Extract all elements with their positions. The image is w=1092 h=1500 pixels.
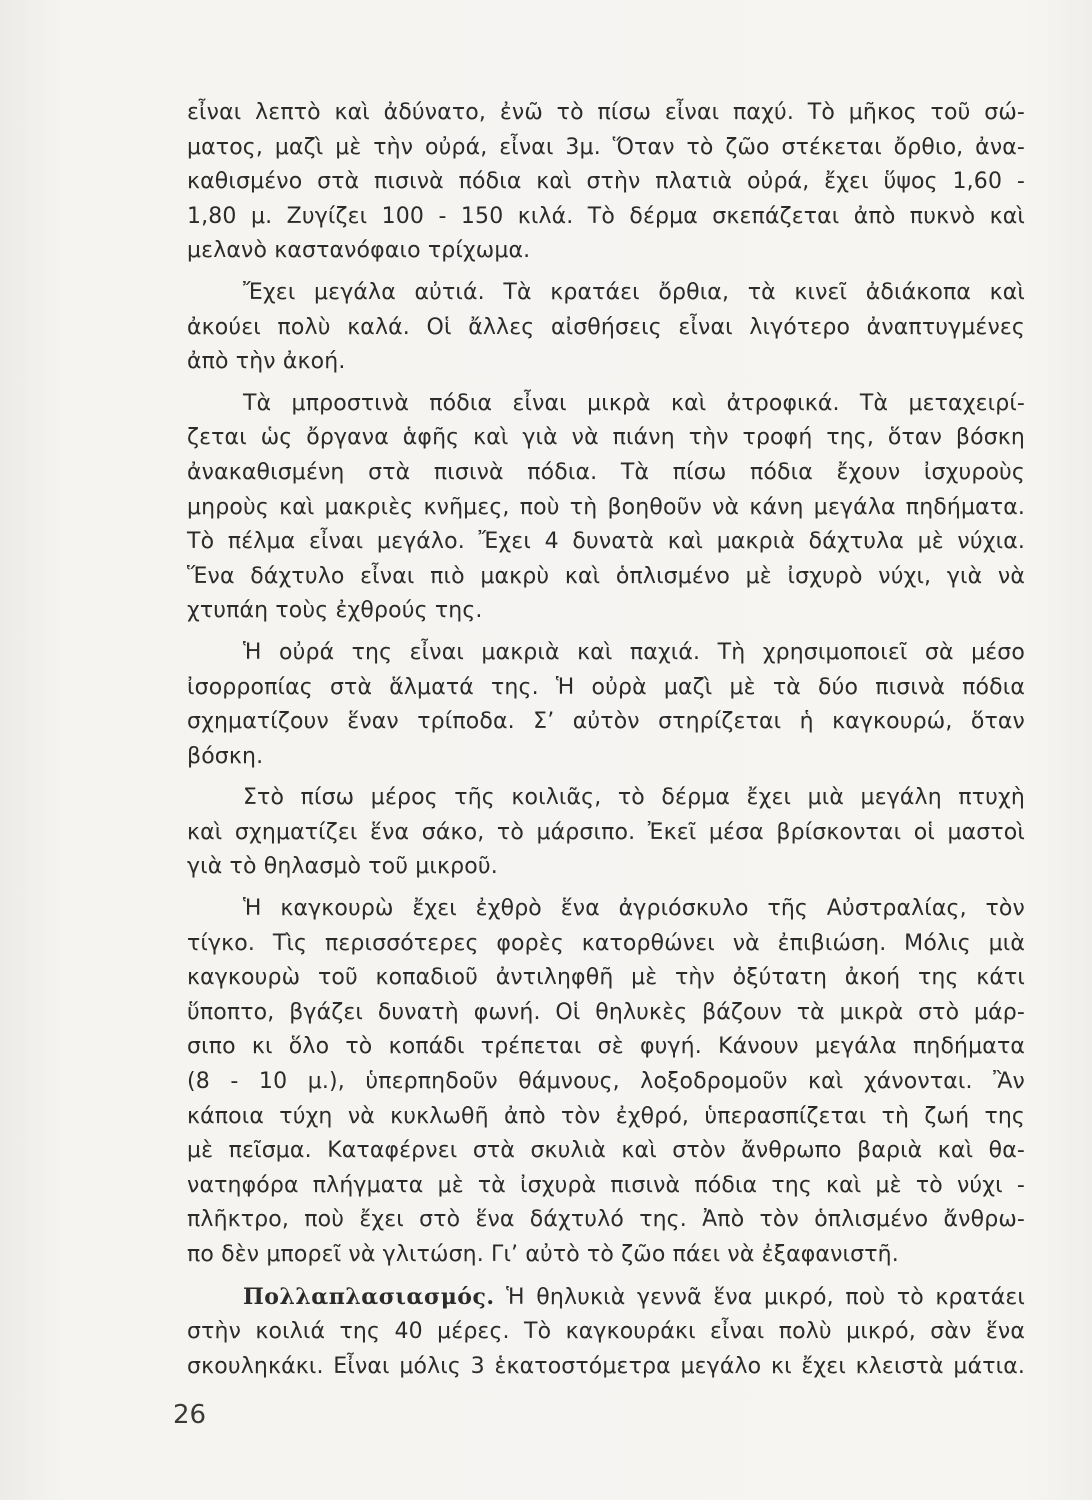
text-line: μὲ πεῖσμα. Καταφέρνει στὰ σκυλιὰ καὶ στὸν ἄνθρωπο βαριὰ καὶ θα- xyxy=(187,1138,1025,1164)
text-line: ζεται ὡς ὄργανα ἁφῆς καὶ γιὰ νὰ πιάνη τὴν τροφή της, ὅταν βόσκη xyxy=(187,425,1025,451)
text-line: Τὸ πέλμα εἶναι μεγάλο. Ἔχει 4 δυνατὰ καὶ μακριὰ δάχτυλα μὲ νύχια. xyxy=(187,529,1025,555)
paragraph-body-description xyxy=(187,96,1025,269)
text-line: Ἔχει μεγάλα αὐτιά. Τὰ κρατάει ὄρθια, τὰ κινεῖ ἀδιάκοπα καὶ xyxy=(243,279,1025,305)
paragraph-pouch xyxy=(187,781,1025,885)
text-line: Τὰ μπροστινὰ πόδια εἶναι μικρὰ καὶ ἀτροφικά. Τὰ μεταχειρί- xyxy=(243,390,1025,416)
section-heading-reproduction: Πολλαπλασιασμός. xyxy=(243,1283,495,1310)
text-line: σιπο κι ὅλο τὸ κοπάδι τρέπεται σὲ φυγή. Κάνουν μεγάλα πηδήματα xyxy=(187,1034,1025,1060)
text-line: ματος, μαζὶ μὲ τὴν οὐρά, εἶναι 3μ. Ὅταν τὸ ζῶο στέκεται ὄρθιο, ἀνα- xyxy=(187,134,1025,160)
text-line: ὕποπτο, βγάζει δυνατὴ φωνή. Οἱ θηλυκὲς βάζουν τὰ μικρὰ στὸ μάρ- xyxy=(187,999,1025,1025)
text-line: τίγκο. Τὶς περισσότερες φορὲς κατορθώνει νὰ ἐπιβιώση. Μόλις μιὰ xyxy=(187,930,1025,956)
text-line: ἀνακαθισμένη στὰ πισινὰ πόδια. Τὰ πίσω πόδια ἔχουν ἰσχυροὺς xyxy=(187,459,1025,485)
text-line: 1,80 μ. Ζυγίζει 100 - 150 κιλά. Τὸ δέρμα σκεπάζεται ἀπὸ πυκνὸ καὶ xyxy=(187,203,1025,229)
body-text xyxy=(187,96,1025,1391)
text-line: πο δὲν μπορεῖ νὰ γλιτώση. Γι’ αὐτὸ τὸ ζῶο πάει νὰ ἐξαφανιστῆ. xyxy=(187,1242,899,1267)
text-line: ἀκούει πολὺ καλά. Οἱ ἄλλες αἰσθήσεις εἶναι λιγότερο ἀναπτυγμένες xyxy=(187,314,1025,340)
text-line: καθισμένο στὰ πισινὰ πόδια καὶ στὴν πλατιὰ οὐρά, ἔχει ὕψος 1,60 - xyxy=(187,169,1025,195)
text-line: σχηματίζουν ἕναν τρίποδα. Σ’ αὐτὸν στηρίζεται ἡ καγκουρώ, ὅταν xyxy=(187,709,1025,735)
text-line: νατηφόρα πλήγματα μὲ τὰ ἰσχυρὰ πισινὰ πόδια της καὶ μὲ τὸ νύχι - xyxy=(187,1172,1025,1198)
text-line: εἶναι λεπτὸ καὶ ἀδύνατο, ἐνῶ τὸ πίσω εἶναι παχύ. Τὸ μῆκος τοῦ σώ- xyxy=(187,100,1025,125)
text-line: ἀπὸ τὴν ἀκοή. xyxy=(187,349,346,375)
text-line: Ἡ καγκουρὼ ἔχει ἐχθρὸ ἕνα ἀγριόσκυλο τῆς Αὐστραλίας, τὸν xyxy=(243,896,1025,922)
paragraph-ears xyxy=(187,276,1025,380)
paragraph-tail xyxy=(187,636,1025,774)
paragraph-enemies xyxy=(187,892,1025,1273)
text-line: καὶ σχηματίζει ἕνα σάκο, τὸ μάρσιπο. Ἐκεῖ μέσα βρίσκονται οἱ μαστοὶ xyxy=(187,819,1025,845)
text-line: χτυπάη τοὺς ἐχθρούς της. xyxy=(187,598,483,624)
text-line: γιὰ τὸ θηλασμὸ τοῦ μικροῦ. xyxy=(187,854,498,880)
text-line: πλῆκτρο, ποὺ ἔχει στὸ ἕνα δάχτυλό της. Ἀπὸ τὸν ὁπλισμένο ἄνθρω- xyxy=(187,1207,1025,1233)
text-line: Ἡ οὐρά της εἶναι μακριὰ καὶ παχιά. Τὴ χρησιμοποιεῖ σὰ μέσο xyxy=(243,639,1025,665)
text-line: μελανὸ καστανόφαιο τρίχωμα. xyxy=(187,238,531,264)
text-line: (8 - 10 μ.), ὑπερπηδοῦν θάμνους, λοξοδρομοῦν καὶ χάνονται. Ἂν xyxy=(187,1069,1025,1095)
text-line: Ἕνα δάχτυλο εἶναι πιὸ μακρὺ καὶ ὁπλισμένο μὲ ἰσχυρὸ νύχι, γιὰ νὰ xyxy=(187,563,1025,589)
text-line: καγκουρὼ τοῦ κοπαδιοῦ ἀντιληφθῆ μὲ τὴν ὀξύτατη ἀκοή της κάτι xyxy=(187,965,1025,991)
page-number: 26 xyxy=(173,1400,207,1430)
text-line: Στὸ πίσω μέρος τῆς κοιλιᾶς, τὸ δέρμα ἔχει μιὰ μεγάλη πτυχὴ xyxy=(243,785,1025,811)
paragraph-legs xyxy=(187,387,1025,629)
text-line: μηροὺς καὶ μακριὲς κνῆμες, ποὺ τὴ βοηθοῦν νὰ κάνη μεγάλα πηδήματα. xyxy=(187,494,1025,520)
text-line: βόσκη. xyxy=(187,743,264,769)
text-line: στὴν κοιλιά της 40 μέρες. Τὸ καγκουράκι εἶναι πολὺ μικρό, σὰν ἕνα xyxy=(187,1319,1025,1345)
text-line: κάποια τύχη νὰ κυκλωθῆ ἀπὸ τὸν ἐχθρό, ὑπερασπίζεται τὴ ζωή της xyxy=(187,1103,1025,1129)
text-line: σκουληκάκι. Εἶναι μόλις 3 ἑκατοστόμετρα μεγάλο κι ἔχει κλειστὰ μάτια. xyxy=(187,1353,1025,1379)
text-line xyxy=(187,1280,1025,1316)
text-line-fragment: Ἡ θηλυκιὰ γεννᾶ ἕνα μικρό, ποὺ τὸ κρατάει xyxy=(494,1284,1025,1310)
paragraph-reproduction xyxy=(187,1280,1025,1385)
text-line: ἰσορροπίας στὰ ἅλματά της. Ἡ οὐρὰ μαζὶ μὲ τὰ δύο πισινὰ πόδια xyxy=(187,674,1025,700)
